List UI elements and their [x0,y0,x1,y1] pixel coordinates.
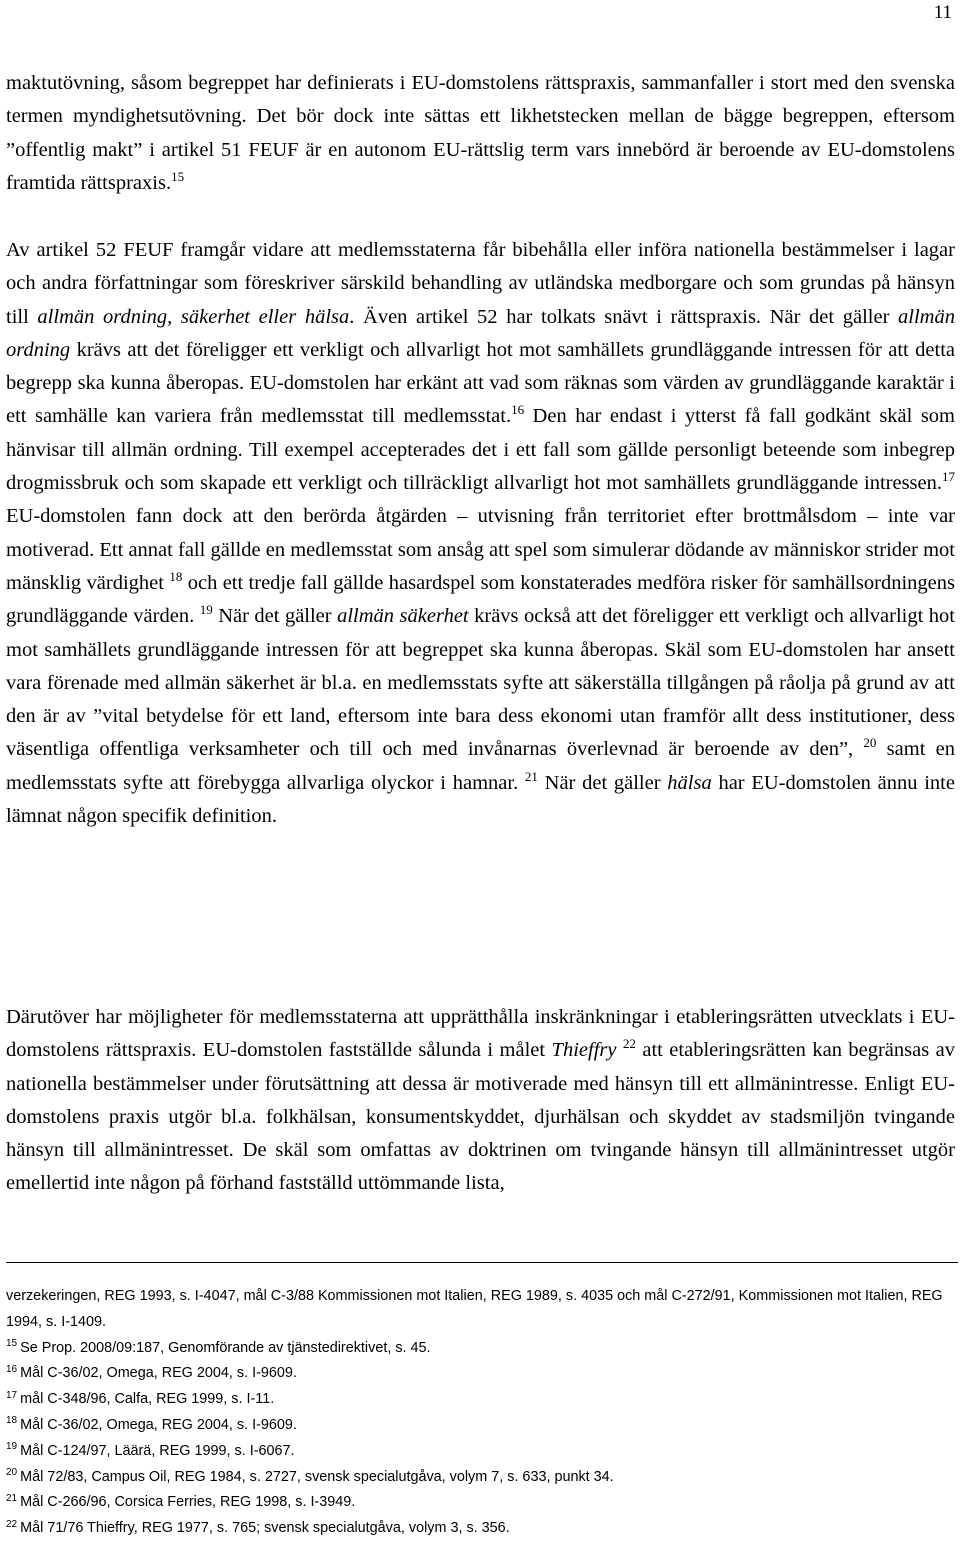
text-run: EU-domstolen fann dock att den berörda åtgärden – utvisning från territoriet efter brottmålsdom – inte var motiverad. Ett annat fall gällde en medlemsstat som ansåg att spel som simulerar dödande av människor strider mot mänsklig värdighet [6,505,955,594]
italic-term: hälsa [667,771,712,794]
footnote-text: Mål 72/83, Campus Oil, REG 1984, s. 2727, svensk specialutgåva, volym 7, s. 633, punkt 34. [20,1468,614,1485]
italic-term: Thieffry [551,1039,617,1062]
text-run: När det gäller [537,771,668,794]
footnote-number: 22 [6,1518,18,1530]
footnote-21 [6,1490,955,1516]
text-run: samt en medlemsstats syfte att förebygga allvarliga olyckor i hamnar. [6,738,955,794]
footnote-text: Mål C-266/96, Corsica Ferries, REG 1998, s. I-3949. [20,1494,356,1511]
footnote-ref-15: 15 [171,169,185,185]
footnote-16 [6,1361,955,1387]
footnote-20 [6,1465,955,1491]
footnote-19 [6,1439,955,1465]
footnote-separator [6,1262,958,1263]
text-run: . Även artikel 52 har tolkats snävt i rättspraxis. När det gäller [349,305,899,328]
footnote-15 [6,1336,955,1362]
footnote-text: Se Prop. 2008/09:187, Genomförande av tjänstedirektivet, s. 45. [20,1339,431,1356]
footnote-22 [6,1516,955,1542]
footnote-text: Mål C-36/02, Omega, REG 2004, s. I-9609. [20,1365,297,1382]
text-run: krävs också att det föreligger ett verkligt och allvarligt hot mot samhällets grundläggande intressen för att begreppet ska kunna åberopas. Skäl som EU-domstolen har ansett vara förenade med allmän säkerhet är bl.a. en medlemsstats syfte att säkerställa tillgången på råolja på grund av att den är av ”vital betydelse för ett land, eftersom inte bara dess ekonomi utan framför allt dess institutioner, dess väsentliga offentliga verksamheter och till och med invånarnas överlevnad är beroende av den”, [6,605,955,761]
text-run: och ett tredje fall gällde hasardspel som konstaterades medföra risker för samhällsordningens grundläggande värden. [6,571,955,628]
text-run: Den har endast i ytterst få fall godkänt skäl som hänvisar till allmän ordning. Till exempel accepterades det i ett fall som gällde personligt beteende som inbegrep drogmissbruk och som skapade ett verkligt och tillräckligt allvarligt hot mot samhällets grundläggande intressen. [6,405,955,495]
footnote-text: Mål 71/76 Thieffry, REG 1977, s. 765; svensk specialutgåva, volym 3, s. 356. [20,1520,510,1537]
footnote-ref-19: 19 [199,602,213,618]
footnote-number: 19 [6,1441,18,1453]
italic-term: allmän ordning, säkerhet eller hälsa [37,305,350,328]
footnote-number: 21 [6,1492,18,1504]
text-run: När det gäller [212,605,338,628]
footnote-17 [6,1387,955,1413]
footnote-continuation: verzekeringen, REG 1993, s. I-4047, mål C-3/88 Kommissionen mot Italien, REG 1989, s. 4035 och mål C-272/91, Kommissionen mot Italien, REG 1994, s. I-1409. [6,1288,943,1330]
text-run: att etableringsrätten kan begränsas av nationella bestämmelser under förutsättning att dessa är motiverade med hänsyn till ett allmänintresse. Enligt EU-domstolens praxis utgör bl.a. folkhälsan, konsumentskyddet, djurhälsan och skyddet av stadsmiljön tvingande hänsyn till allmänintresset. De skäl som omfattas av doktrinen om tvingande hänsyn till allmänintresset utgör emellertid inte någon på förhand fastställd uttömmande lista, [6,1039,956,1195]
footnote-number: 18 [6,1415,18,1427]
body-paragraph-3 [6,1001,955,1201]
text-run: Av artikel 52 FEUF framgår vidare att medlemsstaterna får bibehålla eller införa nationella bestämmelser i lagar och andra författningar som föreskriver särskild behandling av utländska medborgare och som grundas på hänsyn till [6,239,955,328]
text-run: har EU-domstolen ännu inte lämnat någon specifik definition. [6,771,955,828]
footnote-number: 20 [6,1467,18,1479]
footnote-18 [6,1413,955,1439]
footnote-text: mål C-348/96, Calfa, REG 1999, s. I-11. [20,1391,275,1408]
footnote-ref-17: 17 [942,469,955,485]
text-run: Därutöver har möjligheter för medlemsstaterna att upprätthålla inskränkningar i etableringsrätten utvecklats i EU-domstolens rättspraxis. EU-domstolen fastställde sålunda i målet [6,1006,955,1062]
italic-term: allmän säkerhet [337,605,469,628]
body-paragraph-1 [6,67,955,200]
text-run: maktutövning, såsom begreppet har definierats i EU-domstolens rättspraxis, sammanfaller i stort med den svenska termen myndighetsutövning. Det bör dock inte sättas ett likhetstecken mellan de bägge begreppen, eftersom ”offentlig makt” i artikel 51 FEUF är en autonom EU-rättslig term vars innebörd är beroende av EU-domstolens framtida rättspraxis. [6,72,955,194]
footnotes [6,1284,955,1542]
footnote-ref-16: 16 [511,402,525,418]
footnote-number: 15 [6,1338,18,1350]
footnote-ref-22: 22 [622,1036,636,1052]
footnote-ref-21: 21 [524,768,538,784]
footnote-ref-20: 20 [863,735,877,751]
italic-term: allmän ordning [6,305,955,361]
page-number: 11 [933,2,952,23]
footnote-list [6,1336,955,1542]
footnote-number: 17 [6,1389,18,1401]
footnote-number: 16 [6,1363,18,1375]
body-paragraph-2 [6,234,955,833]
text-run: krävs att det föreligger ett verkligt och allvarligt hot mot samhällets grundläggande intressen för att detta begrepp ska kunna åberopas. EU-domstolen har erkänt att vad som räknas som värden av grundläggande karaktär i ett samhälle kan variera från medlemsstat till medlemsstat. [6,338,955,428]
footnote-text: Mål C-124/97, Läärä, REG 1999, s. I-6067. [20,1442,295,1459]
footnote-text: Mål C-36/02, Omega, REG 2004, s. I-9609. [20,1416,297,1433]
footnote-ref-18: 18 [169,569,183,585]
